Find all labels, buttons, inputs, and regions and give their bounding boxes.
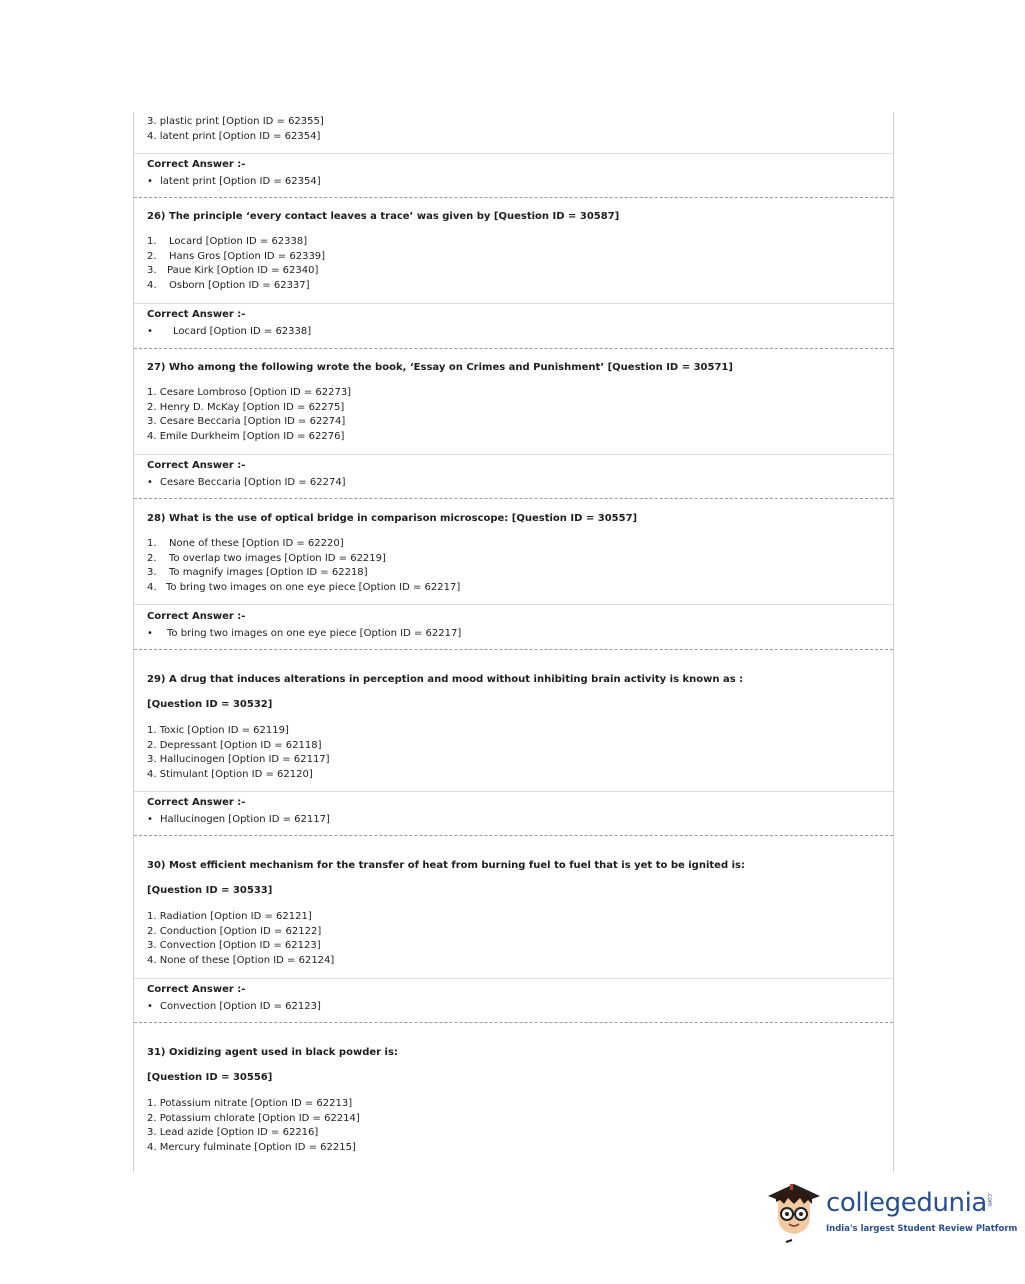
q30-options bbox=[147, 910, 334, 969]
correct-answer: • To bring two images on one eye piece [Option ID = 62217] bbox=[147, 628, 462, 639]
logo-tagline: India's largest Student Review Platform bbox=[826, 1224, 1018, 1234]
question-separator bbox=[134, 649, 893, 650]
correct-answer: • Hallucinogen [Option ID = 62117] bbox=[147, 814, 330, 825]
option: 3. Lead azide [Option ID = 62216] bbox=[147, 1127, 319, 1139]
divider bbox=[134, 791, 893, 792]
question-31-id: [Question ID = 30556] bbox=[147, 1072, 273, 1083]
option: 3. plastic print [Option ID = 62355] bbox=[147, 116, 324, 127]
question-separator bbox=[134, 835, 893, 836]
q29-options bbox=[147, 724, 330, 783]
correct-answer: • Locard [Option ID = 62338] bbox=[147, 326, 312, 337]
question-27: 27) Who among the following wrote the book, ‘Essay on Crimes and Punishment’ [Question ID = 30571] bbox=[147, 362, 733, 373]
divider bbox=[134, 303, 893, 304]
correct-answer-label: Correct Answer :- bbox=[147, 984, 246, 995]
question-paper bbox=[133, 112, 894, 1172]
question-28: 28) What is the use of optical bridge in comparison microscope: [Question ID = 30557] bbox=[147, 513, 638, 524]
question-29-id: [Question ID = 30532] bbox=[147, 699, 273, 710]
question-31: 31) Oxidizing agent used in black powder is: bbox=[147, 1047, 398, 1058]
correct-answer-label: Correct Answer :- bbox=[147, 460, 246, 471]
option: 3. Convection [Option ID = 62123] bbox=[147, 940, 321, 952]
correct-answer-label: Correct Answer :- bbox=[147, 159, 246, 170]
correct-answer-label: Correct Answer :- bbox=[147, 611, 246, 622]
question-26: 26) The principle ‘every contact leaves a trace’ was given by [Question ID = 30587] bbox=[147, 211, 620, 222]
option: 4. Stimulant [Option ID = 62120] bbox=[147, 769, 313, 781]
correct-answer-label: Correct Answer :- bbox=[147, 797, 246, 808]
mascot-icon bbox=[764, 1176, 824, 1246]
option: 1. None of these [Option ID = 62220] bbox=[147, 538, 344, 549]
option: 4. To bring two images on one eye piece [Option ID = 62217] bbox=[147, 582, 461, 594]
q31-options bbox=[147, 1097, 360, 1156]
option: 2. Hans Gros [Option ID = 62339] bbox=[147, 250, 326, 262]
option: 1. Radiation [Option ID = 62121] bbox=[147, 911, 312, 922]
q27-options bbox=[147, 386, 351, 445]
question-30-id: [Question ID = 30533] bbox=[147, 885, 273, 896]
option: 3. Paue Kirk [Option ID = 62340] bbox=[147, 265, 319, 277]
option: 2. Depressant [Option ID = 62118] bbox=[147, 739, 322, 751]
option: 4. Osborn [Option ID = 62337] bbox=[147, 280, 310, 292]
option: 4. Emile Durkheim [Option ID = 62276] bbox=[147, 431, 345, 443]
option: 2. Conduction [Option ID = 62122] bbox=[147, 925, 322, 937]
divider bbox=[134, 604, 893, 605]
question-29: 29) A drug that induces alterations in perception and mood without inhibiting brain activity is known as : bbox=[147, 674, 744, 685]
option: 4. None of these [Option ID = 62124] bbox=[147, 955, 335, 967]
option: 1. Potassium nitrate [Option ID = 62213] bbox=[147, 1098, 353, 1109]
option: 2. Henry D. McKay [Option ID = 62275] bbox=[147, 401, 345, 413]
option: 1. Cesare Lombroso [Option ID = 62273] bbox=[147, 387, 352, 398]
q26-options bbox=[147, 235, 325, 294]
option: 2. To overlap two images [Option ID = 62219] bbox=[147, 552, 386, 564]
option: 1. Locard [Option ID = 62338] bbox=[147, 236, 308, 247]
question-separator bbox=[134, 197, 893, 198]
option: 4. latent print [Option ID = 62354] bbox=[147, 130, 321, 142]
collegedunia-logo[interactable] bbox=[764, 1176, 1018, 1248]
correct-answer-label: Correct Answer :- bbox=[147, 309, 246, 320]
divider bbox=[134, 454, 893, 455]
correct-answer: • latent print [Option ID = 62354] bbox=[147, 176, 321, 187]
option: 3. Hallucinogen [Option ID = 62117] bbox=[147, 754, 330, 766]
question-separator bbox=[134, 348, 893, 349]
logo-suffix: .com bbox=[986, 1192, 993, 1207]
option: 1. Toxic [Option ID = 62119] bbox=[147, 725, 289, 736]
option: 3. Cesare Beccaria [Option ID = 62274] bbox=[147, 416, 346, 428]
correct-answer: • Cesare Beccaria [Option ID = 62274] bbox=[147, 477, 346, 488]
question-separator bbox=[134, 498, 893, 499]
question-30: 30) Most efficient mechanism for the transfer of heat from burning fuel to fuel that is yet to be ignited is: bbox=[147, 860, 745, 871]
q28-options bbox=[147, 537, 460, 596]
option: 4. Mercury fulminate [Option ID = 62215] bbox=[147, 1142, 356, 1154]
divider bbox=[134, 153, 893, 154]
logo-wordmark: collegedunia bbox=[826, 1188, 987, 1218]
correct-answer: • Convection [Option ID = 62123] bbox=[147, 1001, 321, 1012]
divider bbox=[134, 978, 893, 979]
question-separator bbox=[134, 1022, 893, 1023]
option: 3. To magnify images [Option ID = 62218] bbox=[147, 567, 368, 579]
option: 2. Potassium chlorate [Option ID = 62214] bbox=[147, 1112, 360, 1124]
q25-options bbox=[147, 115, 324, 144]
